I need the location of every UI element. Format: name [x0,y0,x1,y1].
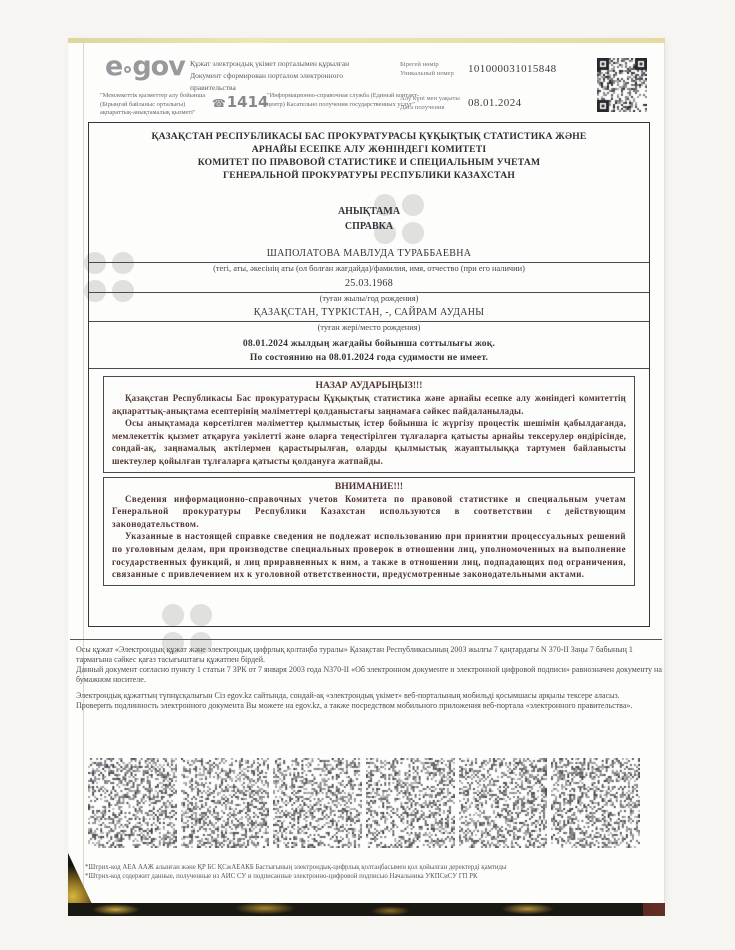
created-note-kk: Құжат электрондық үкімет порталымен құрылған [190,59,350,68]
barcode-block [181,758,270,848]
barcode-block [88,758,177,848]
unique-number-label [400,60,470,78]
barcode-footnote-ru: *Штрих-код содержит данные, полученные из АИС СУ и подписанные электронно-цифровой подписью Начальника УКПСиСУ ГП РК [85,873,478,880]
barcode-footnote-kk: *Штрих-код АЕА ААЖ алынған және ҚР БС ҚСжАЕАКБ Бастығының электрондық-цифрлық қолтаңбасымен қол қойылған деректерді қамтиды [85,864,507,871]
attention-box-kk [103,376,635,473]
person-name: ШАПОЛАТОВА МАВЛУДА ТУРАББАЕВНА [266,248,472,259]
egov-logo-gov: gov [132,51,185,82]
barcode-block [551,758,640,848]
qr-code [597,58,647,112]
egov-logo-dot-icon [124,66,131,73]
receive-date-label [400,94,470,112]
egov-logo-e: e [105,51,123,82]
issuer-title [89,130,649,182]
statement-kk: 08.01.2024 жылдың жағдайы бойынша соттылығы жоқ. [242,338,496,349]
phone-icon: ☎ [212,97,226,110]
attention-paragraph: Сведения информационно-справочных учетов Комитета по правовой статистике и специальным учетам Генеральной прокуратуры Республики Казахстан используются в соответствии с действующим законодательством. [112,493,626,529]
verify-paragraph-kk: Электрондық құжаттың түпнұсқалығын Сіз egov.kz сайтында, сондай-ақ «электрондық үкімет» веб-порталының мобильді қосымшасы арқылы тексере аласыз. [76,691,620,700]
legal-footer [76,645,662,711]
unique-number-label-kk: Бірегей нөмір [400,61,439,68]
issuer-title-line: АРНАЙЫ ЕСЕПКЕ АЛУ ЖӨНІНДЕГІ КОМИТЕТІ [251,144,487,155]
attention-paragraph: Указанные в настоящей справке сведения не подлежат использованию при принятии процессуальных решений по уголовным делам, при производстве специальных проверок в отношении лиц, уполномоченных на выполнение государственных функций, и лиц приравненных к ним, а также в отношении лиц, подпадающих под ограничения, связанные с привлечением их к уголовной ответственности, предусмотренные законодательными актами. [112,531,626,580]
verify-paragraph-ru: Проверить подлинность электронного документа Вы можете на egov.kz, а также посредством мобильного приложения веб-портала «электронного правительства». [76,701,633,710]
attention-title-kk: НАЗАР АУДАРЫҢЫЗ!!! [315,380,423,391]
contact-center-note-kk: "Мемлекеттік қызметтер алу бойынша (Бірыңғай байланыс орталығы) ақпараттық-анықтамалық қызметі" [100,92,206,117]
birth-place: ҚАЗАҚСТАН, ТҮРКІСТАН, -, САЙРАМ АУДАНЫ [253,307,485,318]
field-rule [89,321,649,322]
issuer-title-line: ҚАЗАҚСТАН РЕСПУБЛИКАСЫ БАС ПРОКУРАТУРАСЫ ҚҰҚЫҚТЫҚ СТАТИСТИКА ЖӘНЕ [151,131,587,142]
person-name-label: (тегі, аты, әкесінің аты (ол болған жағдайда)/фамилия, имя, отчество (при его наличии) [213,264,525,273]
legal-paragraph-ru: Данный документ согласно пункту 1 статьи 7 ЗРК от 7 января 2003 года N370-II «Об электронном документе и электронной цифровой подписи» равнозначен документу на бумажном носителе. [76,665,662,684]
certificate-heading-ru: СПРАВКА [344,221,394,232]
field-rule [89,368,649,369]
statement-ru: По состоянию на 08.01.2024 года судимости не имеет. [249,352,489,363]
certificate-heading [89,204,649,234]
barcode-block [273,758,362,848]
birth-place-label: (туған жері/место рождения) [317,323,421,332]
barcode-block [366,758,455,848]
unique-number-label-ru: Уникальный номер [400,70,454,77]
receive-date-label-ru: Дата получения [400,104,445,111]
attention-paragraph: Осы анықтамада көрсетілген мәліметтер қылмыстық істер бойынша іс жүргізу процестік шешімін қабылдағанда, мемлекеттік қызмет атқаруға уәкілетті және оларға теңестірілген тұлғаларға қатысты арнайы тексерулер өндірісінде, сондай-ақ, заңнамалық актілермен қарастырылған, оларды қылмыстық жауаптылыққа тартумен байланысты шектеулер қойылған тұлғаларға қатысты қолдануға жатпайды. [112,418,626,466]
background-surface-band [68,903,665,916]
egov-logo [105,52,185,82]
barcode-block [459,758,548,848]
created-note-ru: Документ сформирован порталом электронного правительства [190,71,344,92]
birth-date-label: (туған жылы/год рождения) [319,294,419,303]
contact-center-note-ru: "Информационно-справочная служба (Единый контакт-центр) Касательно получения государственных услуг" [267,92,420,108]
document-created-note [190,58,390,94]
certificate-heading-kk: АНЫҚТАМА [337,206,401,217]
birth-date: 25.03.1968 [345,278,393,289]
certificate-box [88,122,650,627]
barcode-strip [88,758,640,848]
field-rule [89,292,649,293]
footer-separator [70,639,662,640]
page-fold-line [83,43,84,903]
contact-phone [212,93,268,111]
receive-date-value: 08.01.2024 [468,97,522,109]
page-top-edge [68,38,665,43]
legal-paragraph-kk: Осы құжат «Электрондық құжат және электрондық цифрлық қолтаңба туралы» Қазақстан Республикасының 2003 жылғы 7 қаңтардағы N 370-II Заңы 7 бабының 1 тармағына сәйкес қағаз тасығыштағы құжатпен бірдей. [76,645,633,664]
phone-number: 1414 [226,93,269,111]
attention-title-ru: ВНИМАНИЕ!!! [334,480,404,492]
issuer-title-line: ГЕНЕРАЛЬНОЙ ПРОКУРАТУРЫ РЕСПУБЛИКИ КАЗАХСТАН [222,170,516,181]
attention-box-ru [103,477,635,586]
unique-number-value: 101000031015848 [468,63,557,75]
barcode-footnotes [85,863,507,881]
attention-paragraph: Қазақстан Республикасы Бас прокуратурасы Құқықтық статистика және арнайы есепке алу жөніндегі комитеттің ақпараттық-анықтама есептерінің мәліметтері қолданыстағы заңнамаға сәйкес пайдаланылады. [112,393,626,416]
issuer-title-line: КОМИТЕТ ПО ПРАВОВОЙ СТАТИСТИКЕ И СПЕЦИАЛЬНЫМ УЧЕТАМ [197,157,541,168]
receive-date-label-kk: Алу күні мен уақыты [400,95,460,102]
field-rule [89,262,649,263]
